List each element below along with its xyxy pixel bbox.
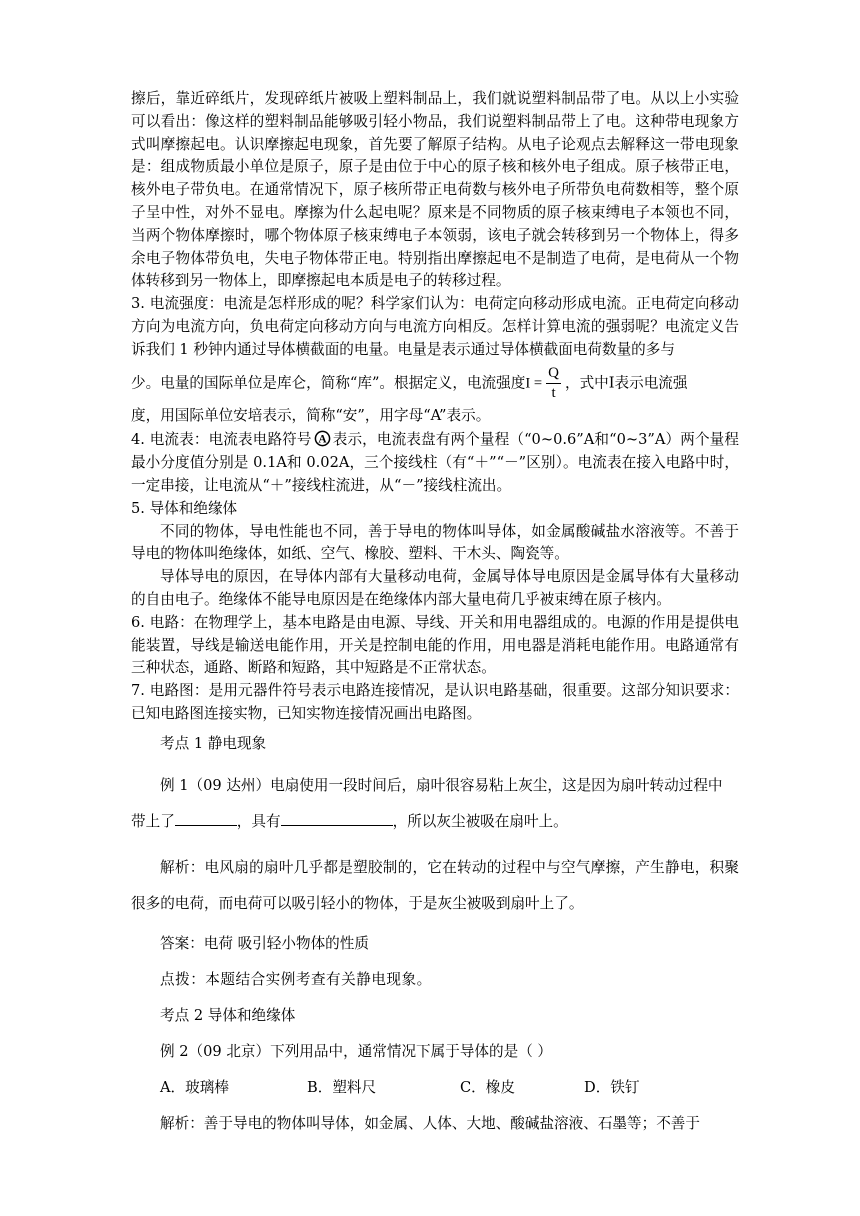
paragraph-circuit: 6. 电路：在物理学上，基本电路是由电源、导线、开关和用电器组成的。电源的作用是提供电能装置，导线是输送电能作用，开关是控制电能的作用，用电器是消耗电能作用。电路通常有三种状态，通路、断路和短路，其中短路是不正常状态。 [131,613,739,677]
paragraph-circuit-diagram: 7. 电路图：是用元器件符号表示电路连接情况，是认识电路基础，很重要。这部分知识要求：已知电路图连接实物，已知实物连接情况画出电路图。 [131,682,739,722]
formula-lhs: I = [525,375,543,392]
example-2-analysis: 解析：善于导电的物体叫导体，如金属、人体、大地、酸碱盐溶液、石墨等；不善于 [160,1114,700,1132]
example-1-blanks [131,804,739,840]
ammeter-symbol-icon [314,430,331,447]
section-title-kaodian-1: 考点 1 静电现象 [160,734,267,752]
example-2-options [131,1070,739,1106]
text-segment: ，式中I表示电流强 [564,374,688,392]
example-1-analysis: 解析：电风扇的扇叶几乎都是塑胶制的，它在转动的过程中与空气摩擦，产生静电，积聚很多的电荷，而电荷可以吸引轻小的物体，于是灰尘被吸到扇叶上了。 [131,858,739,912]
paragraph-friction-electricity: 擦后，靠近碎纸片，发现碎纸片被吸上塑料制品上，我们就说塑料制品带了电。从以上小实验可以看出：像这样的塑料制品能够吸引轻小物品，我们说塑料制品带上了电。这种带电现象方式叫摩擦起电。认识摩擦起电现象，首先要了解原子结构。从电子论观点去解释这一带电现象是：组成物质最小单位是原子，原子是由位于中心的原子核和核外电子组成。原子核带正电，核外电子带负电。在通常情况下，原子核所带正电荷数与核外电子所带负电荷数相等，整个原子呈中性，对外不显电。摩擦为什么起电呢？原来是不同物质的原子核束缚电子本领也不同，当两个物体摩擦时，哪个物体原子核束缚电子本领弱，该电子就会转移到另一个物体上，得多余电子物体带负电，失电子物体带正电。特别指出摩擦起电不是制造了电荷，是电荷从一个物体转移到另一物体上，即摩擦起电本质是电子的转移过程。 [131,90,739,290]
paragraph-current-unit: 度，用国际单位安培表示，简称“安”，用字母“A”表示。 [131,406,491,424]
option-b: B．塑料尺 [307,1078,377,1096]
fraction-bar [546,383,561,384]
formula-denominator: t [551,384,556,401]
answer-blank-2[interactable] [281,811,393,826]
text-segment: 少。电量的国际单位是库仑，简称“库”。根据定义，电流强度 [131,374,526,392]
formula-numerator: Q [548,364,559,381]
formula-fraction [546,366,561,401]
text-segment: 4. 电流表：电流表电路符号 [131,431,312,449]
example-2-question: 例 2（09 北京）下列用品中，通常情况下属于导体的是（ ） [160,1042,553,1060]
option-d: D．铁钉 [584,1078,640,1096]
section-title-kaodian-2: 考点 2 导体和绝缘体 [160,1006,296,1024]
example-1-answer: 答案：电荷 吸引轻小物体的性质 [160,934,369,952]
text-segment: ，所以灰尘被吸在扇叶上。 [392,812,568,830]
heading-conductor-insulator: 5. 导体和绝缘体 [131,499,238,517]
example-1-question: 例 1（09 达州）电扇使用一段时间后，扇叶很容易粘上灰尘，这是因为扇叶转动过程中 [160,776,723,794]
paragraph-conductor-reason: 导体导电的原因，在导体内部有大量移动电荷，金属导体导电原因是金属导体有大量移动的自由电子。绝缘体不能导电原因是在绝缘体内部大量电荷几乎被束缚在原子核内。 [131,568,739,608]
document-body [131,88,739,1142]
text-segment: 带上了 [131,812,175,830]
ammeter-letter: A [318,433,327,446]
paragraph-current-formula [131,366,739,401]
answer-blank-1[interactable] [175,811,237,826]
paragraph-conductor-definition: 不同的物体，导电性能也不同，善于导电的物体叫导体，如金属酸碱盐水溶液等。不善于导电的物体叫绝缘体，如纸、空气、橡胶、塑料、干木头、陶瓷等。 [131,522,739,563]
example-1-tip: 点拨：本题结合实例考查有关静电现象。 [160,970,432,988]
text-segment: 表示，电流表盘有两个量程（“0~0.6”A和“0~3”A）两个量程最小分度值分别是 0.1A和 0.02A，三个接线柱（有“＋”“－”区别）。电流表在接入电路中时，一定串接，让电流从“＋”接线柱流进，从“－”接线柱流出。 [131,431,739,494]
text-segment: ，具有 [236,812,281,830]
option-a: A．玻璃棒 [160,1078,229,1096]
paragraph-ammeter [131,429,739,497]
option-c: C．橡皮 [460,1078,515,1096]
paragraph-current-intensity: 3. 电流强度：电流是怎样形成的呢？科学家们认为：电荷定向移动形成电流。正电荷定向移动方向为电流方向，负电荷定向移动方向与电流方向相反。怎样计算电流的强弱呢？电流定义告诉我们 1 秒钟内通过导体横截面的电量。电量是表示通过导体横截面电荷数量的多与 [131,295,739,358]
